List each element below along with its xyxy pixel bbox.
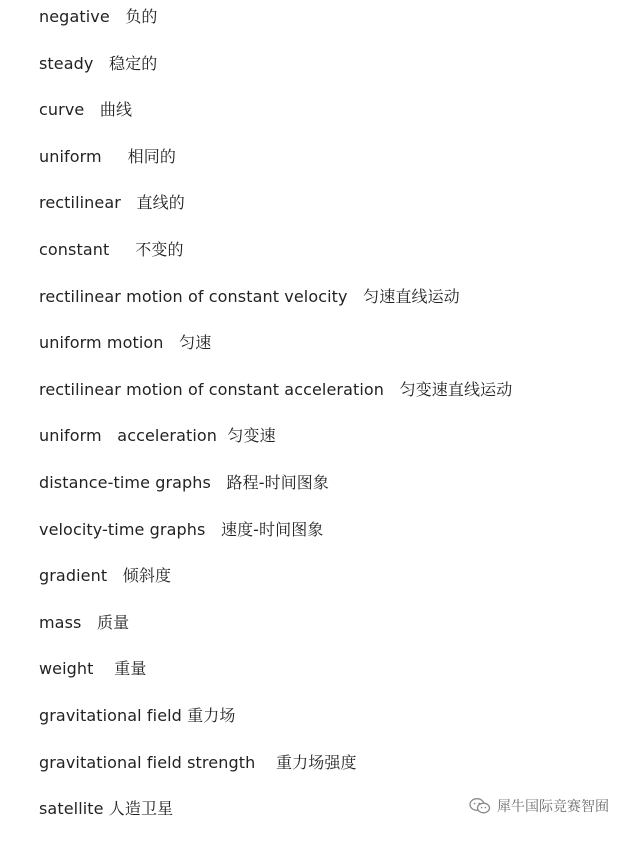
vocab-line: satellite 人造卫星 xyxy=(39,799,174,819)
vocab-line: constant 不变的 xyxy=(39,239,184,259)
vocab-line: velocity-time graphs 速度-时间图象 xyxy=(39,519,324,539)
vocab-line: gradient 倾斜度 xyxy=(39,566,172,586)
vocab-line: rectilinear 直线的 xyxy=(39,193,185,213)
vocab-line: weight 重量 xyxy=(39,659,147,679)
watermark xyxy=(469,796,609,816)
vocab-line: negative 负的 xyxy=(39,7,158,26)
vocab-line: uniform acceleration 匀变速 xyxy=(39,426,276,446)
vocab-line: rectilinear motion of constant acceleration 匀变速直线运动 xyxy=(39,379,513,399)
vocab-line: distance-time graphs 路程-时间图象 xyxy=(39,472,330,492)
vocab-line: gravitational field strength 重力场强度 xyxy=(39,752,357,772)
wechat-icon xyxy=(469,797,491,815)
vocab-line: uniform motion 匀速 xyxy=(39,333,212,353)
vocab-line: steady 稳定的 xyxy=(39,53,158,73)
vocab-line: gravitational field 重力场 xyxy=(39,705,236,725)
watermark-text: 犀牛国际竞赛智囿 xyxy=(497,799,609,815)
vocab-line: curve 曲线 xyxy=(39,100,133,120)
vocabulary-list xyxy=(39,5,512,844)
vocab-line: uniform 相同的 xyxy=(39,146,176,166)
vocab-line: mass 质量 xyxy=(39,612,130,632)
vocab-line: rectilinear motion of constant velocity 匀速直线运动 xyxy=(39,286,460,306)
